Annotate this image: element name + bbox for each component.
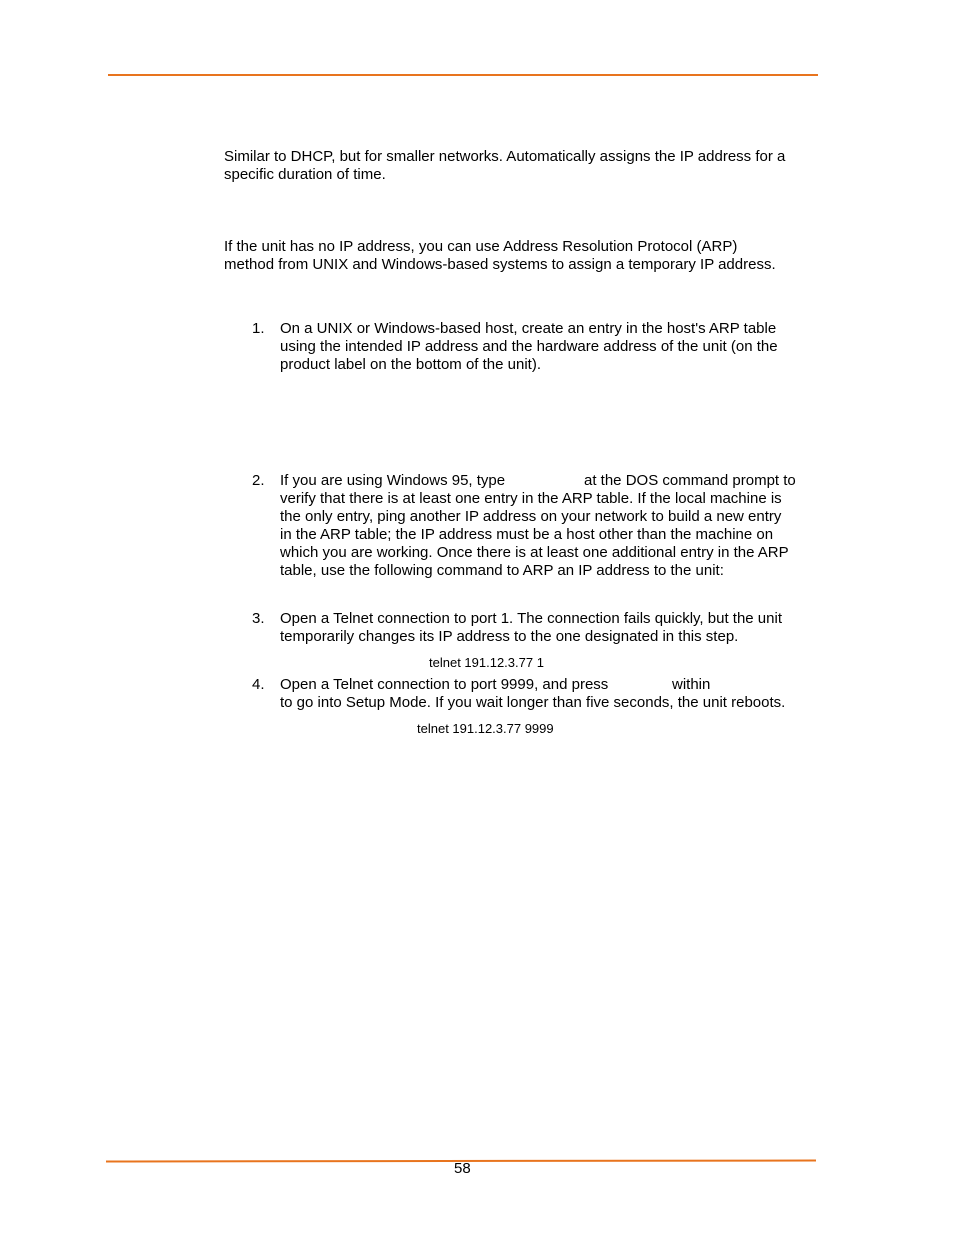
- step-1-text: [280, 320, 778, 374]
- step-4-line-b: within: [672, 676, 711, 693]
- step-2-number: 2.: [252, 472, 265, 489]
- step-1-number: 1.: [252, 320, 265, 337]
- header-rule: [108, 74, 818, 76]
- step-3-text: [280, 610, 782, 646]
- page-number: 58: [454, 1160, 471, 1177]
- paragraph-line: specific duration of time.: [224, 166, 386, 183]
- step-line: Open a Telnet connection to port 1. The connection fails quickly, but the unit: [280, 610, 782, 627]
- step-4-number: 4.: [252, 676, 265, 693]
- step-line: using the intended IP address and the hardware address of the unit (on the: [280, 338, 778, 355]
- step-4-command: telnet 191.12.3.77 9999: [417, 721, 554, 736]
- step-line: verify that there is at least one entry in the ARP table. If the local machine is: [280, 490, 782, 507]
- step-2-text: [280, 490, 789, 580]
- step-line: table, use the following command to ARP an IP address to the unit:: [280, 562, 724, 579]
- paragraph-line: Similar to DHCP, but for smaller networks. Automatically assigns the IP address for a: [224, 148, 786, 165]
- step-line: the only entry, ping another IP address on your network to build a new entry: [280, 508, 782, 525]
- step-4-line-a: Open a Telnet connection to port 9999, and press: [280, 676, 609, 693]
- step-2-line-a: If you are using Windows 95, type: [280, 472, 506, 489]
- step-line: On a UNIX or Windows-based host, create an entry in the host's ARP table: [280, 320, 777, 337]
- step-3-number: 3.: [252, 610, 265, 627]
- paragraph-line: method from UNIX and Windows-based systems to assign a temporary IP address.: [224, 256, 776, 273]
- step-line: temporarily changes its IP address to the one designated in this step.: [280, 628, 739, 645]
- step-line: to go into Setup Mode. If you wait longer than five seconds, the unit reboots.: [280, 694, 786, 711]
- step-line: in the ARP table; the IP address must be a host other than the machine on: [280, 526, 774, 543]
- paragraph-arp-intro: [224, 238, 776, 274]
- paragraph-dhcp-like: [224, 148, 785, 184]
- step-2-line-b: at the DOS command prompt to: [584, 472, 796, 489]
- step-line: which you are working. Once there is at least one additional entry in the ARP: [280, 544, 789, 561]
- step-4-text: [280, 694, 785, 712]
- paragraph-line: If the unit has no IP address, you can use Address Resolution Protocol (ARP): [224, 238, 738, 255]
- step-line: product label on the bottom of the unit).: [280, 356, 541, 373]
- step-3-command: telnet 191.12.3.77 1: [429, 655, 544, 670]
